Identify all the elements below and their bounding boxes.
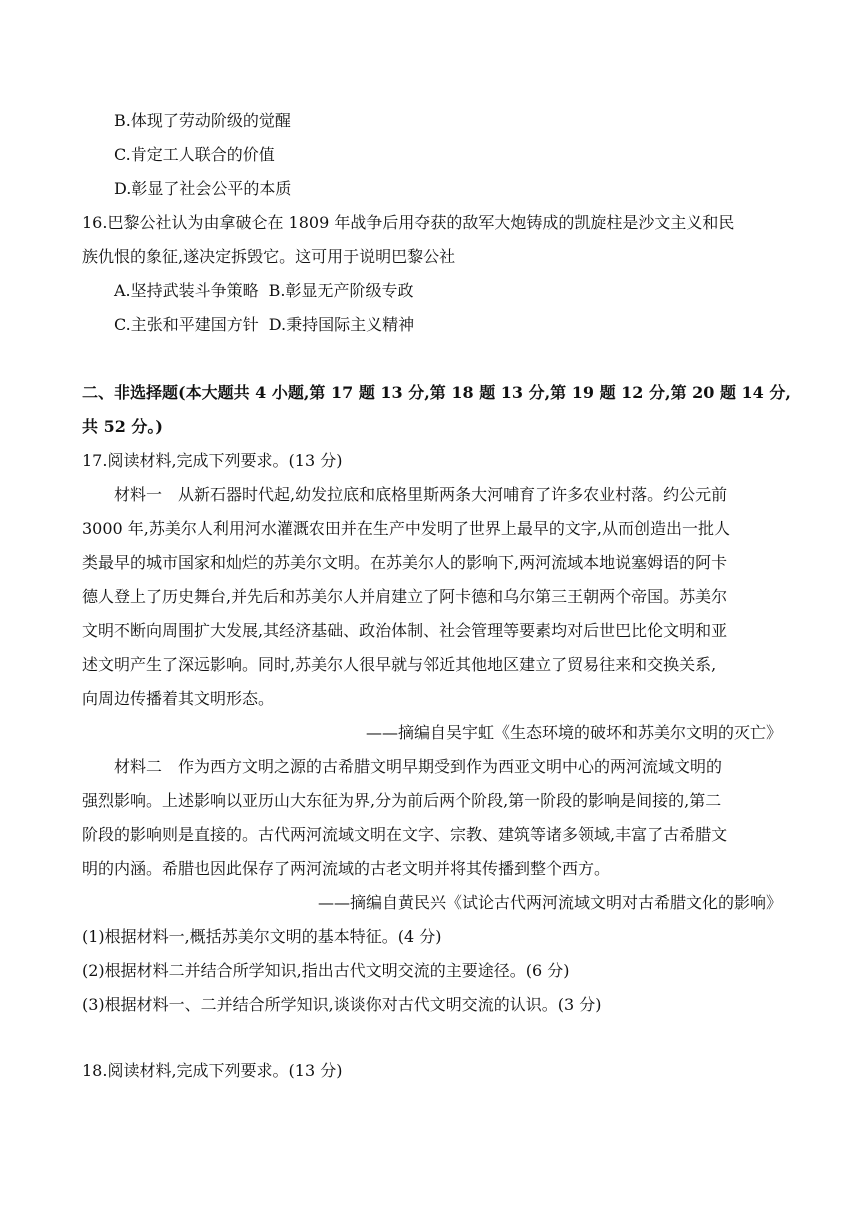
q16-stem-line-1: 16.巴黎公社认为由拿破仑在 1809 年战争后用夺获的敌军大炮铸成的凯旋柱是沙文主义和民 xyxy=(82,213,735,232)
q15-option-b: B.体现了劳动阶级的觉醒 xyxy=(114,111,291,130)
q18-title: 18.阅读材料,完成下列要求。(13 分) xyxy=(82,1061,343,1080)
q16-option-b: B.彰显无产阶级专政 xyxy=(268,281,414,300)
section-2-heading-line-1: 二、非选择题(本大题共 4 小题,第 17 题 13 分,第 18 题 13 分,第 19 题 12 分,第 20 题 14 分, xyxy=(82,383,791,402)
q16-stem-line-2: 族仇恨的象征,遂决定拆毁它。这可用于说明巴黎公社 xyxy=(82,247,456,266)
q17-material-1-line: 3000 年,苏美尔人利用河水灌溉农田并在生产中发明了世界上最早的文字,从而创造出一批人 xyxy=(82,519,730,538)
q17-material-2-line: 明的内涵。希腊也因此保存了两河流域的古老文明并将其传播到整个西方。 xyxy=(82,859,611,878)
q17-requirement-3: (3)根据材料一、二并结合所学知识,谈谈你对古代文明交流的认识。(3 分) xyxy=(82,995,602,1014)
q17-material-1-line: 文明不断向周围扩大发展,其经济基础、政治体制、社会管理等要素均对后世巴比伦文明和亚 xyxy=(82,621,728,640)
q17-material-1-line: 德人登上了历史舞台,并先后和苏美尔人并肩建立了阿卡德和乌尔第三王朝两个帝国。苏美尔 xyxy=(82,587,728,606)
q17-requirement-2: (2)根据材料二并结合所学知识,指出古代文明交流的主要途径。(6 分) xyxy=(82,961,570,980)
q17-title: 17.阅读材料,完成下列要求。(13 分) xyxy=(82,451,343,470)
q17-material-1-line: 类最早的城市国家和灿烂的苏美尔文明。在苏美尔人的影响下,两河流域本地说塞姆语的阿卡 xyxy=(82,553,728,572)
q17-material-2-source: ——摘编自黄民兴《试论古代两河流域文明对古希腊文化的影响》 xyxy=(317,893,782,912)
q15-option-d: D.彰显了社会公平的本质 xyxy=(114,179,292,198)
q17-material-2-line: 强烈影响。上述影响以亚历山大东征为界,分为前后两个阶段,第一阶段的影响是间接的,第二 xyxy=(82,791,722,810)
q16-option-c: C.主张和平建国方针 xyxy=(114,315,259,334)
q17-material-2-line: 阶段的影响则是直接的。古代两河流域文明在文字、宗教、建筑等诸多领域,丰富了古希腊文 xyxy=(82,825,728,844)
q16-option-a: A.坚持武装斗争策略 xyxy=(114,281,259,300)
q15-option-c: C.肯定工人联合的价值 xyxy=(114,145,275,164)
q16-options-cd xyxy=(114,314,814,336)
q17-requirement-1: (1)根据材料一,概括苏美尔文明的基本特征。(4 分) xyxy=(82,927,442,946)
section-2-heading-line-2: 共 52 分。) xyxy=(82,417,163,436)
q17-material-2-line: 材料二 作为西方文明之源的古希腊文明早期受到作为西亚文明中心的两河流域文明的 xyxy=(114,757,723,776)
q16-option-d: D.秉持国际主义精神 xyxy=(268,315,415,334)
q17-material-1-line: 材料一 从新石器时代起,幼发拉底和底格里斯两条大河哺育了许多农业村落。约公元前 xyxy=(114,485,728,504)
q17-material-1-source: ——摘编自吴宇虹《生态环境的破坏和苏美尔文明的灭亡》 xyxy=(365,723,782,742)
q16-options-ab xyxy=(114,280,814,302)
q17-material-1-line: 向周边传播着其文明形态。 xyxy=(82,689,275,708)
q17-material-1-line: 述文明产生了深远影响。同时,苏美尔人很早就与邻近其他地区建立了贸易往来和交换关系, xyxy=(82,655,717,674)
